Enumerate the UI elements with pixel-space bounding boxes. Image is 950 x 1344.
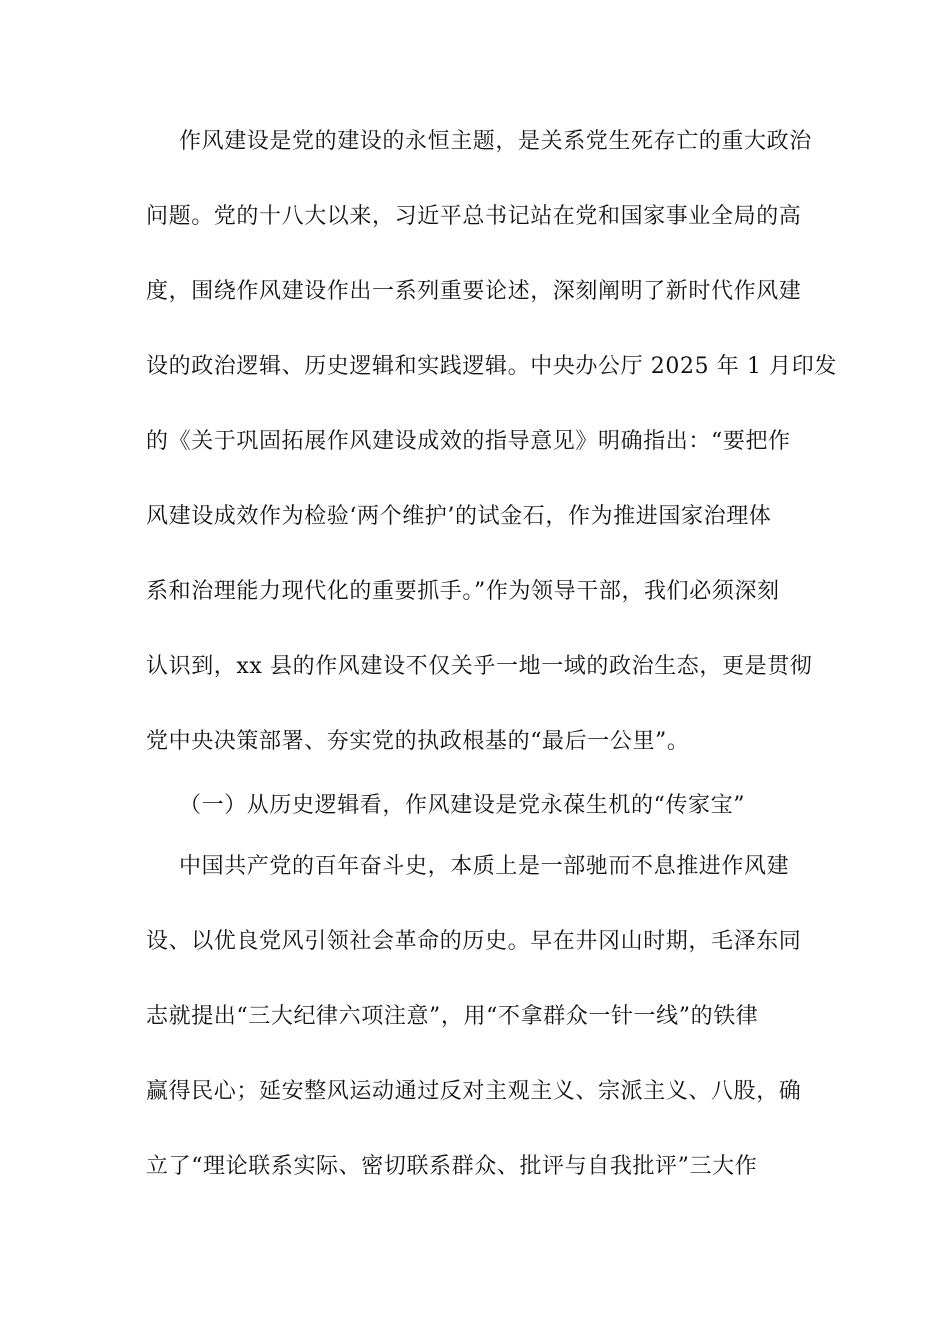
- paragraph-1-line-8: 认识到，xx 县的作风建设不仅关乎一地一域的政治生态，更是贯彻: [146, 654, 813, 679]
- paragraph-1-line-3: 度，围绕作风建设作出一系列重要论述，深刻阐明了新时代作风建: [146, 279, 802, 304]
- paragraph-1-line-1: 作风建设是党的建设的永恒主题，是关系党生死存亡的重大政治: [179, 129, 812, 154]
- section-heading: （一）从历史逻辑看，作风建设是党永葆生机的“传家宝”: [179, 793, 746, 818]
- paragraph-1-line-7: 系和治理能力现代化的重要抓手。”作为领导干部，我们必须深刻: [146, 579, 780, 604]
- paragraph-2-line-2: 设、以优良党风引领社会革命的历史。早在井冈山时期，毛泽东同: [146, 929, 802, 954]
- paragraph-1-line-9: 党中央决策部署、夯实党的执政根基的“最后一公里”。: [146, 729, 690, 754]
- paragraph-2-line-5: 立了“理论联系实际、密切联系群众、批评与自我批评”三大作: [146, 1154, 758, 1179]
- paragraph-2-line-3: 志就提出“三大纪律六项注意”，用“不拿群众一针一线”的铁律: [146, 1004, 759, 1029]
- paragraph-1-line-4: 设的政治逻辑、历史逻辑和实践逻辑。中央办公厅 2025 年 1 月印发: [146, 354, 837, 379]
- paragraph-1-line-6: 风建设成效作为检验‘两个维护’的试金石，作为推进国家治理体: [146, 504, 772, 529]
- paragraph-2-line-1: 中国共产党的百年奋斗史，本质上是一部驰而不息推进作风建: [179, 854, 790, 879]
- paragraph-1-line-5: 的《关于巩固拓展作风建设成效的指导意见》明确指出：“要把作: [146, 429, 791, 454]
- paragraph-1-line-2: 问题。党的十八大以来，习近平总书记站在党和国家事业全局的高: [146, 204, 802, 229]
- paragraph-2-line-4: 赢得民心；延安整风运动通过反对主观主义、宗派主义、八股，确: [146, 1079, 802, 1104]
